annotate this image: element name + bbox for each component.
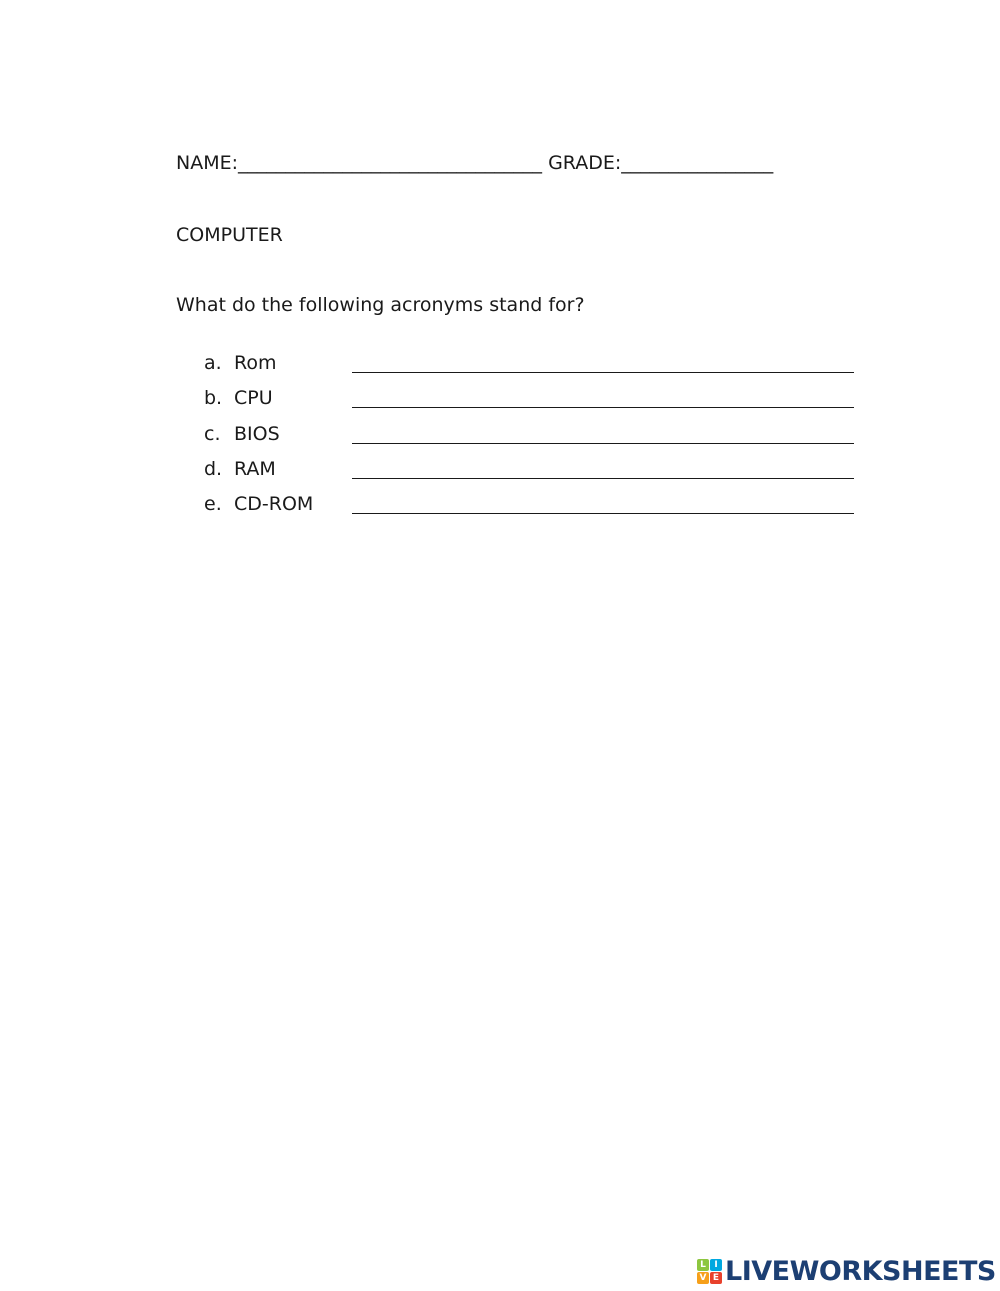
grade-field[interactable]: ________________ (621, 152, 774, 174)
name-label: NAME: (176, 152, 239, 174)
item-letter: a. (204, 352, 222, 374)
logo-block: V (697, 1272, 709, 1284)
answer-input-cd-rom[interactable] (352, 513, 854, 514)
item-letter: c. (204, 422, 221, 445)
question-prompt: What do the following acronyms stand for? (176, 294, 585, 316)
list-item (204, 423, 864, 458)
item-term: RAM (234, 457, 276, 480)
logo-block: I (710, 1259, 722, 1271)
item-letter: b. (204, 387, 223, 410)
liveworksheets-logo (697, 1256, 996, 1286)
logo-block: E (710, 1272, 722, 1284)
acronym-list (204, 352, 864, 528)
item-term: CD-ROM (234, 493, 314, 516)
answer-input-rom[interactable] (352, 372, 854, 373)
answer-input-cpu[interactable] (352, 407, 854, 408)
logo-blocks-icon (697, 1259, 722, 1284)
grade-label: GRADE: (548, 152, 622, 174)
list-item (204, 352, 864, 387)
item-letter: d. (204, 457, 223, 480)
answer-input-bios[interactable] (352, 443, 854, 444)
name-field[interactable]: ________________________________ (238, 152, 543, 174)
list-item (204, 387, 864, 422)
answer-input-ram[interactable] (352, 478, 854, 479)
item-term: Rom (234, 352, 277, 374)
item-term: BIOS (234, 422, 280, 445)
logo-text: LIVEWORKSHEETS (725, 1255, 996, 1287)
list-item (204, 493, 864, 528)
logo-block: L (697, 1259, 709, 1271)
item-letter: e. (204, 493, 222, 516)
item-term: CPU (234, 387, 273, 410)
student-info-line (176, 152, 773, 174)
list-item (204, 458, 864, 493)
subject-title: COMPUTER (176, 224, 283, 246)
